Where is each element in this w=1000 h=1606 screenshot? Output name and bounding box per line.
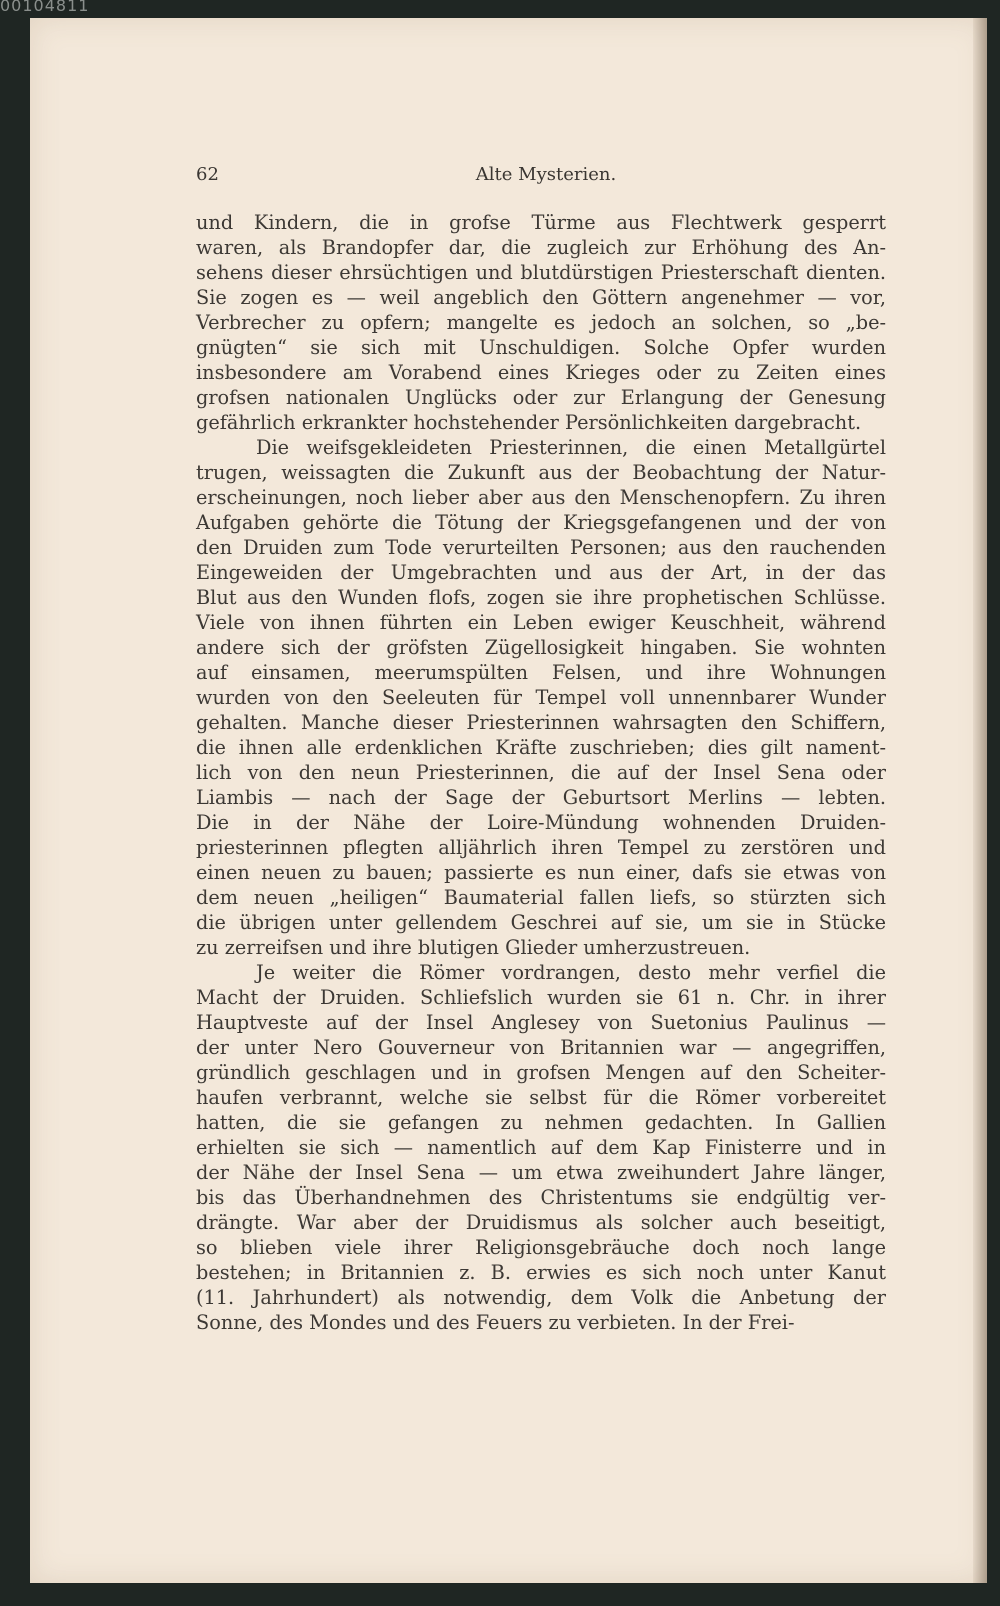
page-number: 62: [196, 164, 219, 185]
paragraph: [196, 435, 886, 960]
text-line: Je weiter die Römer vordrangen, desto mehr verfiel die: [256, 961, 886, 984]
page-spine-shadow: [973, 18, 987, 1583]
text-line: einen neuen zu bauen; passierte es nun einer, dafs sie etwas von: [196, 861, 886, 884]
text-line: (11. Jahrhundert) als notwendig, dem Volk die Anbetung der: [196, 1286, 886, 1309]
text-line: erscheinungen, noch lieber aber aus den Menschenopfern. Zu ihren: [196, 486, 886, 509]
paragraph: [196, 210, 886, 435]
text-line: Verbrecher zu opfern; mangelte es jedoch an solchen, so „be-: [196, 311, 886, 334]
text-line: gründlich geschlagen und in grofsen Mengen auf den Scheiter-: [196, 1061, 886, 1084]
text-line: drängte. War aber der Druidismus als solcher auch beseitigt,: [196, 1211, 886, 1234]
text-line: Sonne, des Mondes und des Feuers zu verbieten. In der Frei-: [196, 1311, 795, 1334]
text-line: zu zerreifsen und ihre blutigen Glieder umherzustreuen.: [196, 936, 751, 959]
text-line: der unter Nero Gouverneur von Britannien war — angegriffen,: [196, 1036, 886, 1059]
text-line: die übrigen unter gellendem Geschrei auf sie, um sie in Stücke: [196, 911, 886, 934]
text-line: Aufgaben gehörte die Tötung der Kriegsgefangenen und der von: [196, 511, 886, 534]
text-line: haufen verbrannt, welche sie selbst für die Römer vorbereitet: [196, 1086, 886, 1109]
text-line: trugen, weissagten die Zukunft aus der Beobachtung der Natur-: [196, 461, 886, 484]
text-line: bestehen; in Britannien z. B. erwies es sich noch unter Kanut: [196, 1261, 886, 1284]
text-line: Viele von ihnen führten ein Leben ewiger Keuschheit, während: [196, 611, 886, 634]
page-header: [196, 160, 896, 190]
text-line: und Kindern, die in grofse Türme aus Flechtwerk gesperrt: [196, 211, 886, 234]
text-line: auf einsamen, meerumspülten Felsen, und ihre Wohnungen: [196, 661, 886, 684]
text-line: Hauptveste auf der Insel Anglesey von Suetonius Paulinus —: [196, 1011, 886, 1034]
text-line: erhielten sie sich — namentlich auf dem Kap Finisterre und in: [196, 1136, 886, 1159]
text-line: Blut aus den Wunden flofs, zogen sie ihre prophetischen Schlüsse.: [196, 586, 886, 609]
text-line: Sie zogen es — weil angeblich den Göttern angenehmer — vor,: [196, 286, 886, 309]
text-line: dem neuen „heiligen“ Baumaterial fallen liefs, so stürzten sich: [196, 886, 886, 909]
text-line: lich von den neun Priesterinnen, die auf der Insel Sena oder: [196, 761, 886, 784]
text-line: Macht der Druiden. Schliefslich wurden sie 61 n. Chr. in ihrer: [196, 986, 886, 1009]
text-line: so blieben viele ihrer Religionsgebräuche doch noch lange: [196, 1236, 886, 1259]
text-line: der Nähe der Insel Sena — um etwa zweihundert Jahre länger,: [196, 1161, 886, 1184]
text-line: grofsen nationalen Unglücks oder zur Erlangung der Genesung: [196, 386, 886, 409]
paragraph: [196, 960, 886, 1335]
text-line: hatten, die sie gefangen zu nehmen gedachten. In Gallien: [196, 1111, 886, 1134]
text-line: wurden von den Seeleuten für Tempel voll unnennbarer Wunder: [196, 686, 886, 709]
text-line: gefährlich erkrankter hochstehender Persönlichkeiten dargebracht.: [196, 411, 862, 434]
text-line: gehalten. Manche dieser Priesterinnen wahrsagten den Schiffern,: [196, 711, 886, 734]
text-line: bis das Überhandnehmen des Christentums sie endgültig ver-: [196, 1186, 886, 1209]
text-line: insbesondere am Vorabend eines Krieges oder zu Zeiten eines: [196, 361, 886, 384]
running-title: Alte Mysterien.: [475, 164, 617, 185]
text-line: den Druiden zum Tode verurteilten Personen; aus den rauchenden: [196, 536, 886, 559]
text-line: priesterinnen pflegten alljährlich ihren Tempel zu zerstören und: [196, 836, 886, 859]
text-line: Die weifsgekleideten Priesterinnen, die einen Metallgürtel: [256, 436, 886, 459]
body-text: [196, 210, 886, 1335]
text-line: Eingeweiden der Umgebrachten und aus der Art, in der das: [196, 561, 886, 584]
scan-label: 00104811: [0, 0, 90, 15]
text-line: Die in der Nähe der Loire-Mündung wohnenden Druiden-: [196, 811, 886, 834]
text-line: die ihnen alle erdenklichen Kräfte zuschrieben; dies gilt nament-: [196, 736, 886, 759]
text-line: sehens dieser ehrsüchtigen und blutdürstigen Priesterschaft dienten.: [196, 261, 886, 284]
text-line: Liambis — nach der Sage der Geburtsort Merlins — lebten.: [196, 786, 886, 809]
text-line: gnügten“ sie sich mit Unschuldigen. Solche Opfer wurden: [196, 336, 886, 359]
text-line: andere sich der gröfsten Zügellosigkeit hingaben. Sie wohnten: [196, 636, 886, 659]
text-line: waren, als Brandopfer dar, die zugleich zur Erhöhung des An-: [196, 236, 886, 259]
